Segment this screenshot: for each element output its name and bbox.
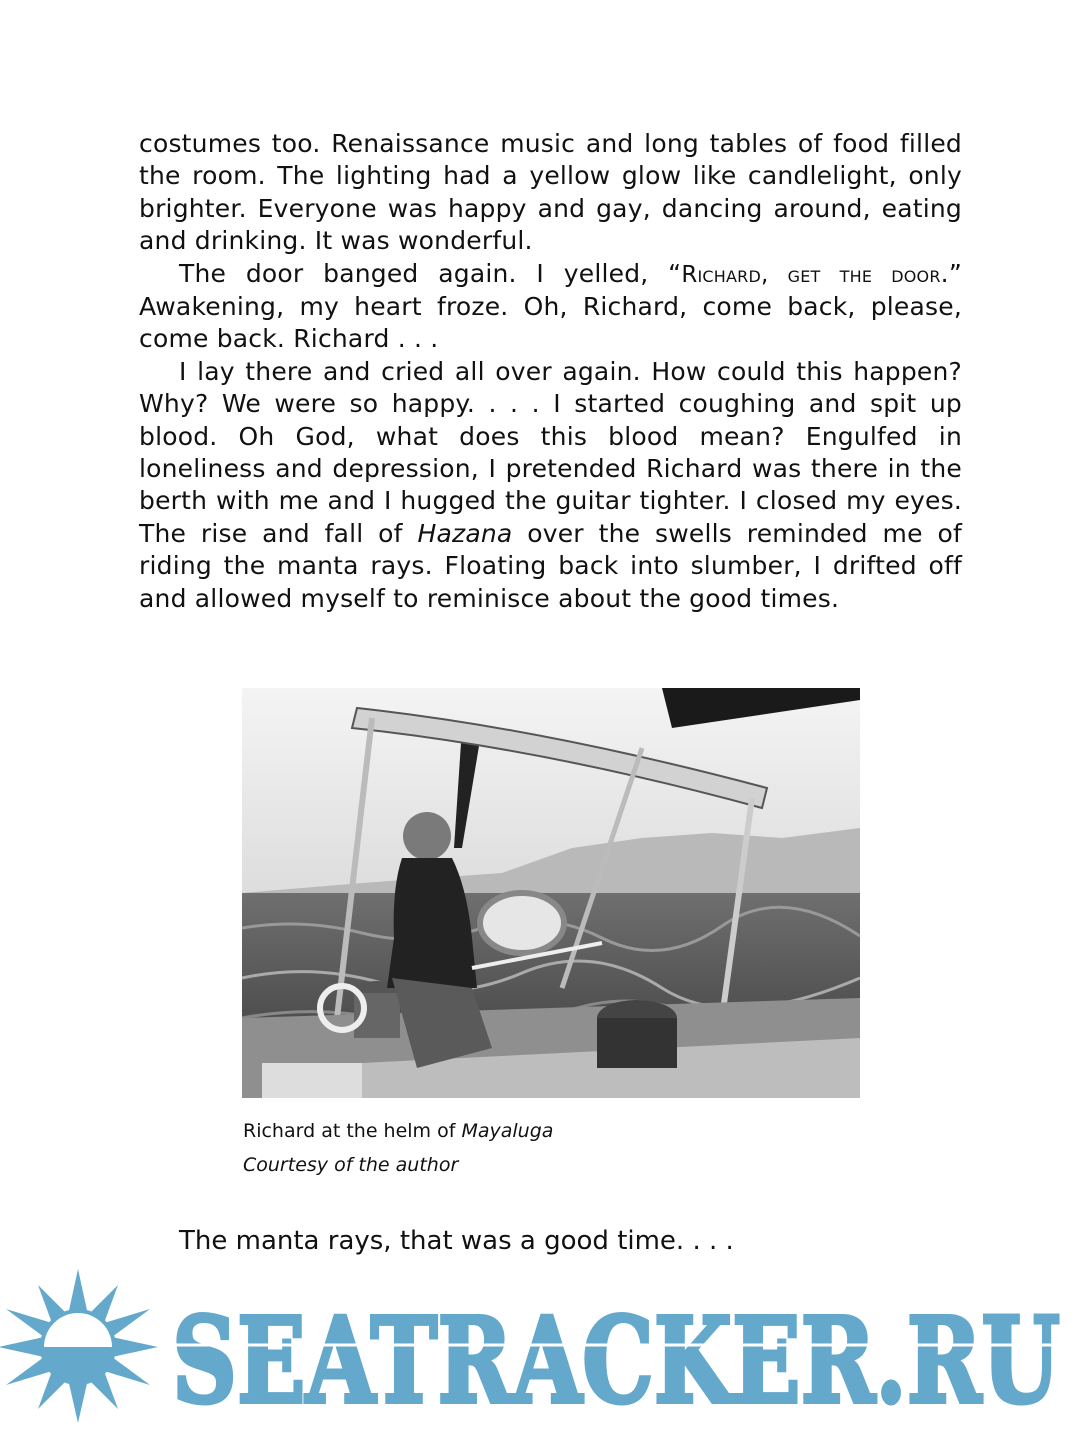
paragraph-2-smallcaps: Richard, get the door — [681, 261, 941, 288]
paragraph-3 — [139, 356, 962, 615]
photo-credit: Courtesy of the author — [243, 1154, 459, 1176]
closing-line: The manta rays, that was a good time. . . . — [179, 1226, 734, 1256]
watermark-text: SEATRACKER.RU — [172, 1291, 1060, 1425]
paragraph-2 — [139, 258, 962, 356]
caption-boat-name: Mayaluga — [461, 1120, 554, 1142]
paragraph-3-end: over the swells reminded me of riding the manta rays. Floating back into slumber, I drifted off and allowed myself to reminisce about the good times. — [139, 518, 962, 613]
sailboat-photo — [242, 688, 860, 1098]
caption-prefix: Richard at the helm of — [243, 1120, 462, 1142]
body-text — [139, 128, 962, 615]
caption-line — [243, 1114, 553, 1148]
paragraph-3-start: I lay there and cried all over again. How could this happen? Why? We were so happy. . . . I started coughing and spit up blood. Oh God, what does this blood mean? Engulfed in loneliness and depression, I pretended Richard was there in the berth with me and I hugged the guitar tighter. I closed my eyes. The rise and fall of — [139, 356, 962, 548]
watermark-graphic — [0, 1265, 1080, 1425]
photo-illustration — [242, 688, 860, 1098]
paragraph-2-start: The door banged again. I yelled, “ — [179, 258, 682, 288]
photo-caption — [243, 1114, 553, 1182]
boat-name-hazana: Hazana — [417, 518, 513, 548]
paragraph-2-end: .” Awakening, my heart froze. Oh, Richard, come back, please, come back. Richard . . . — [139, 258, 962, 354]
sun-icon — [0, 1269, 158, 1423]
paragraph-1: costumes too. Renaissance music and long tables of food filled the room. The lighting had a yellow glow like candlelight, only brighter. Everyone was happy and gay, dancing around, eating and drinking. It was wonderful. — [139, 129, 962, 256]
watermark — [0, 1265, 1080, 1425]
